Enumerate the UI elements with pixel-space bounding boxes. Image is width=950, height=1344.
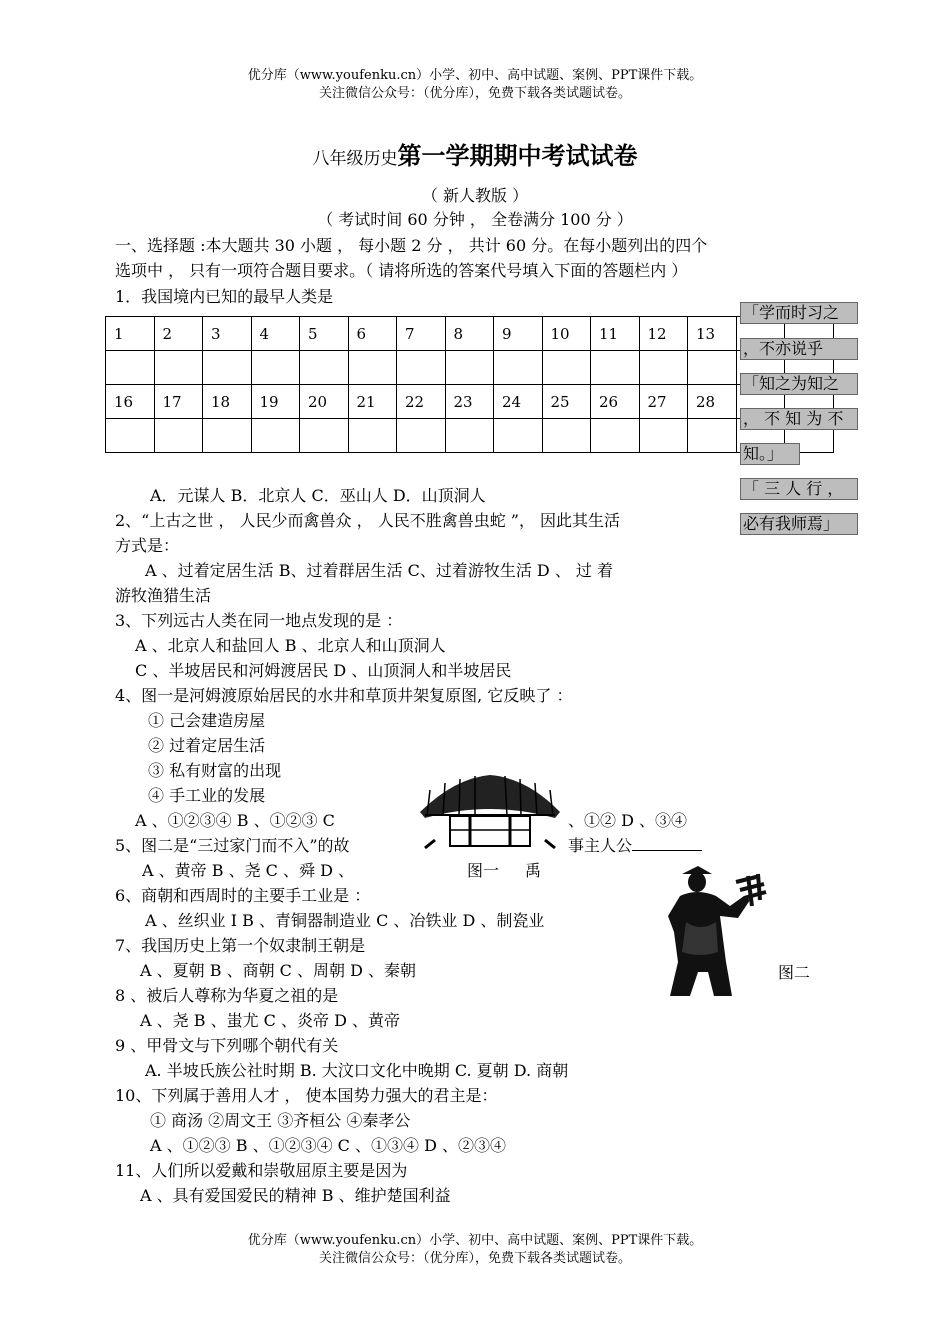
section1-line1: 一、选择题 :本大题共 30 小题 ， 每小题 2 分 ， 共计 60 分。在每小题列出的四个	[115, 236, 708, 255]
q11-options: A 、具有爱国爱民的精神 B 、维护楚国利益	[140, 1186, 451, 1205]
cell-num: 28	[688, 385, 737, 419]
cell-num: 19	[251, 385, 300, 419]
q3-options2: C 、半坡居民和河姆渡居民 D 、山顶洞人和半坡居民	[135, 661, 512, 680]
table-row-numbers-1	[106, 317, 834, 351]
answer-cell[interactable]	[300, 419, 349, 453]
side-quote: 「学而时习之	[740, 302, 858, 324]
q4-options-b: 、①② D 、③④	[568, 811, 688, 830]
answer-cell[interactable]	[348, 419, 397, 453]
q4-item1: ① 己会建造房屋	[148, 711, 266, 730]
cell-num: 17	[154, 385, 203, 419]
answer-cell[interactable]	[445, 419, 494, 453]
cell-num: 10	[542, 317, 591, 351]
question-6: 6、商朝和西周时的主要手工业是 ：	[115, 886, 371, 905]
section1-line2: 选项中 ， 只有一项符合题目要求。（ 请将所选的答案代号填入下面的答题栏内 ）	[115, 261, 688, 280]
answer-cell[interactable]	[639, 419, 688, 453]
cell-num: 16	[106, 385, 155, 419]
answer-cell[interactable]	[688, 351, 737, 385]
cell-num: 2	[154, 317, 203, 351]
footer-line-1: 优分库（www.youfenku.cn）小学、初中、高中试题、案例、PPT课件下载。	[247, 1233, 703, 1248]
q5-text-b: 事主人公	[568, 836, 633, 855]
q9-options: A. 半坡氏族公社时期 B. 大汶口文化中晚期 C. 夏朝 D. 商朝	[145, 1061, 569, 1080]
q4-options-a: A 、①②③④ B 、①②③ C	[135, 811, 335, 830]
cell-num: 18	[203, 385, 252, 419]
figure-1-well-hut	[415, 770, 565, 850]
q10-options: A 、①②③ B 、①②③④ C 、①③④ D 、②③④	[150, 1136, 506, 1155]
side-quote: 必有我师焉」	[740, 513, 858, 535]
figure-1-label: 图一	[467, 861, 500, 880]
answer-cell[interactable]	[251, 419, 300, 453]
cell-num: 23	[445, 385, 494, 419]
answer-table	[105, 316, 834, 453]
cell-num: 7	[397, 317, 446, 351]
answer-cell[interactable]	[445, 351, 494, 385]
cell-num: 21	[348, 385, 397, 419]
q4-item3: ③ 私有财富的出现	[148, 761, 282, 780]
answer-cell[interactable]	[397, 419, 446, 453]
question-1: 1．我国境内已知的最早人类是	[115, 287, 334, 306]
cell-num: 13	[688, 317, 737, 351]
answer-cell[interactable]	[591, 419, 640, 453]
page-title	[0, 136, 950, 171]
answer-cell[interactable]	[300, 351, 349, 385]
side-quote: 「知之为知之	[740, 373, 858, 395]
answer-cell[interactable]	[591, 351, 640, 385]
answer-cell[interactable]	[494, 419, 543, 453]
question-3: 3、下列远古人类在同一地点发现的是 ：	[115, 611, 403, 630]
cell-num: 27	[639, 385, 688, 419]
header-line-2: 关注微信公众号：（优分库），免费下载各类试题试卷。	[318, 86, 631, 101]
answer-cell[interactable]	[154, 351, 203, 385]
q3-options1: A 、北京人和盐回人 B 、北京人和山顶洞人	[135, 636, 446, 655]
cell-num: 22	[397, 385, 446, 419]
q2-line1: 2、“上古之世 ， 人民少而禽兽众 ， 人民不胜禽兽虫蛇 ”， 因此其生活	[115, 511, 621, 530]
question-8: 8 、被后人尊称为华夏之祖的是	[115, 986, 339, 1005]
title-prefix: 八年级历史	[312, 149, 398, 169]
q8-options: A 、尧 B 、蚩尤 C 、炎帝 D 、黄帝	[140, 1011, 400, 1030]
side-quote: ，不亦说乎	[740, 338, 858, 360]
cell-num: 26	[591, 385, 640, 419]
cell-num: 8	[445, 317, 494, 351]
cell-num: 1	[106, 317, 155, 351]
side-quote: 「 三 人 行 ，	[740, 478, 858, 500]
answer-cell[interactable]	[203, 351, 252, 385]
cell-num: 25	[542, 385, 591, 419]
answer-cell[interactable]	[154, 419, 203, 453]
answer-cell[interactable]	[688, 419, 737, 453]
answer-cell[interactable]	[203, 419, 252, 453]
q10-items: ① 商汤 ②周文王 ③齐桓公 ④秦孝公	[150, 1111, 411, 1130]
question-9: 9 、甲骨文与下列哪个朝代有关	[115, 1036, 339, 1055]
answer-cell[interactable]	[106, 351, 155, 385]
cell-num: 6	[348, 317, 397, 351]
answer-blank[interactable]	[632, 836, 702, 851]
answer-cell[interactable]	[348, 351, 397, 385]
q5-option-d: 禹	[525, 861, 542, 880]
q5-options: A 、黄帝 B 、尧 C 、舜 D 、	[142, 861, 354, 880]
q6-options: A 、丝织业 I B 、青铜器制造业 C 、冶铁业 D 、制瓷业	[145, 911, 545, 930]
table-row-numbers-2	[106, 385, 834, 419]
q4-item2: ② 过着定居生活	[148, 736, 266, 755]
header-line-1: 优分库（www.youfenku.cn）小学、初中、高中试题、案例、PPT课件下载。	[247, 68, 703, 83]
cell-num: 11	[591, 317, 640, 351]
footer-line-2: 关注微信公众号：（优分库），免费下载各类试题试卷。	[318, 1251, 631, 1266]
figure-2-yu-silhouette	[660, 862, 770, 1000]
question-4: 4、图一是河姆渡原始居民的水井和草顶井架复原图, 它反映了 ：	[115, 686, 573, 705]
figure-2-label: 图二	[778, 963, 811, 982]
answer-cell[interactable]	[106, 419, 155, 453]
cell-num: 12	[639, 317, 688, 351]
table-row-answers-2	[106, 419, 834, 453]
answer-cell[interactable]	[639, 351, 688, 385]
answer-cell[interactable]	[494, 351, 543, 385]
question-10: 10、下列属于善用人才 ， 使本国势力强大的君主是：	[115, 1086, 498, 1105]
question-11: 11、人们所以爱戴和崇敬屈原主要是因为	[115, 1161, 408, 1180]
table-row-answers-1	[106, 351, 834, 385]
side-quote: 知。」	[740, 443, 800, 465]
question-5b	[568, 836, 702, 856]
title-main: 第一学期期中考试试卷	[397, 141, 638, 170]
q7-options: A 、夏朝 B 、商朝 C 、周朝 D 、秦朝	[140, 961, 416, 980]
q2-options1: A 、过着定居生活 B、过着群居生活 C、过着游牧生活 D 、 过 着	[145, 561, 613, 580]
side-quote: ， 不 知 为 不	[740, 408, 858, 430]
q2-line2: 方式是：	[115, 536, 180, 555]
question-7: 7、我国历史上第一个奴隶制王朝是	[115, 936, 366, 955]
cell-num: 24	[494, 385, 543, 419]
cell-num: 9	[494, 317, 543, 351]
answer-cell[interactable]	[542, 351, 591, 385]
edition: （ 新人教版 ）	[421, 186, 529, 205]
cell-num: 4	[251, 317, 300, 351]
cell-num: 20	[300, 385, 349, 419]
cell-num: 5	[300, 317, 349, 351]
q2-options2: 游牧渔猎生活	[115, 586, 212, 605]
exam-info: （ 考试时间 60 分钟 ， 全卷满分 100 分 ）	[317, 210, 633, 229]
answer-cell[interactable]	[251, 351, 300, 385]
q4-item4: ④ 手工业的发展	[148, 786, 266, 805]
question-5a: 5、图二是“三过家门而不入”的故	[115, 836, 350, 855]
q1-options: A．元谋人 B．北京人 C．巫山人 D．山顶洞人	[150, 486, 486, 505]
cell-num: 3	[203, 317, 252, 351]
answer-cell[interactable]	[542, 419, 591, 453]
answer-cell[interactable]	[397, 351, 446, 385]
